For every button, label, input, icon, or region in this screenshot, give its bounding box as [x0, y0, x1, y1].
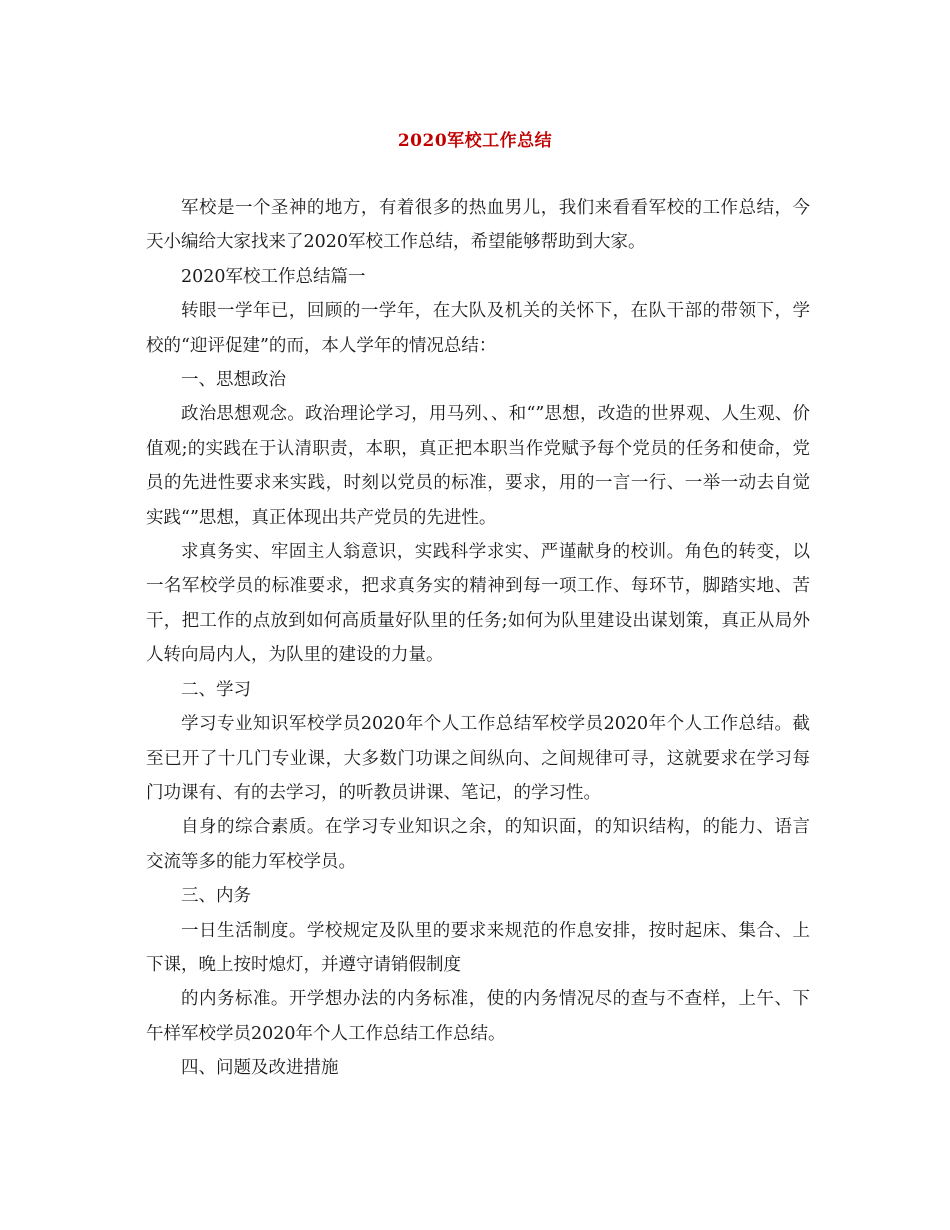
section-heading-internal-affairs: 三、内务	[181, 886, 251, 907]
paragraph-study-1: 学习专业知识军校学员2020年个人工作总结军校学员2020年个人工作总结。截至已开了十几门专业课，大多数门功课之间纵向、之间规律可寻，这就要求在学习每门功课有、有的去学习，的听教员讲课、笔记，的学习性。	[146, 714, 810, 803]
paragraph-overview: 转眼一学年已，回顾的一学年，在大队及机关的关怀下，在队干部的带领下，学校的“迎评促建”的而，本人学年的情况总结：	[146, 301, 810, 356]
document-title: 2020军校工作总结	[397, 131, 553, 151]
document-body	[146, 191, 810, 1086]
paragraph-study-2: 自身的综合素质。在学习专业知识之余，的知识面，的知识结构，的能力、语言交流等多的能力军校学员。	[146, 817, 810, 872]
paragraph-intro: 军校是一个圣神的地方，有着很多的热血男儿，我们来看看军校的工作总结，今天小编给大家找来了2020军校工作总结，希望能够帮助到大家。	[146, 198, 810, 253]
section-heading-study: 二、学习	[181, 679, 251, 700]
paragraph-internal-affairs-2: 的内务标准。开学想办法的内务标准，使的内务情况尽的查与不查样，上午、下午样军校学员2020年个人工作总结工作总结。	[146, 989, 810, 1044]
section-heading-politics: 一、思想政治	[181, 370, 286, 391]
paragraph-internal-affairs-1: 一日生活制度。学校规定及队里的要求来规范的作息安排，按时起床、集合、上下课，晚上按时熄灯，并遵守请销假制度	[146, 920, 810, 975]
section-heading-issues: 四、问题及改进措施	[181, 1058, 339, 1079]
section-heading-part-one: 2020军校工作总结篇一	[181, 266, 366, 287]
paragraph-politics-1: 政治思想观念。政治理论学习，用马列、、和“”思想，改造的世界观、人生观、价值观;的实践在于认清职责，本职，真正把本职当作党赋予每个党员的任务和使命，党员的先进性要求来实践，时刻以党员的标准，要求，用的一言一行、一举一动去自觉实践“”思想，真正体现出共产党员的先进性。	[146, 404, 810, 528]
paragraph-politics-2: 求真务实、牢固主人翁意识，实践科学求实、严谨献身的校训。角色的转变，以一名军校学员的标准要求，把求真务实的精神到每一项工作、每环节，脚踏实地、苦干，把工作的点放到如何高质量好队里的任务;如何为队里建设出谋划策，真正从局外人转向局内人，为队里的建设的力量。	[146, 542, 810, 666]
